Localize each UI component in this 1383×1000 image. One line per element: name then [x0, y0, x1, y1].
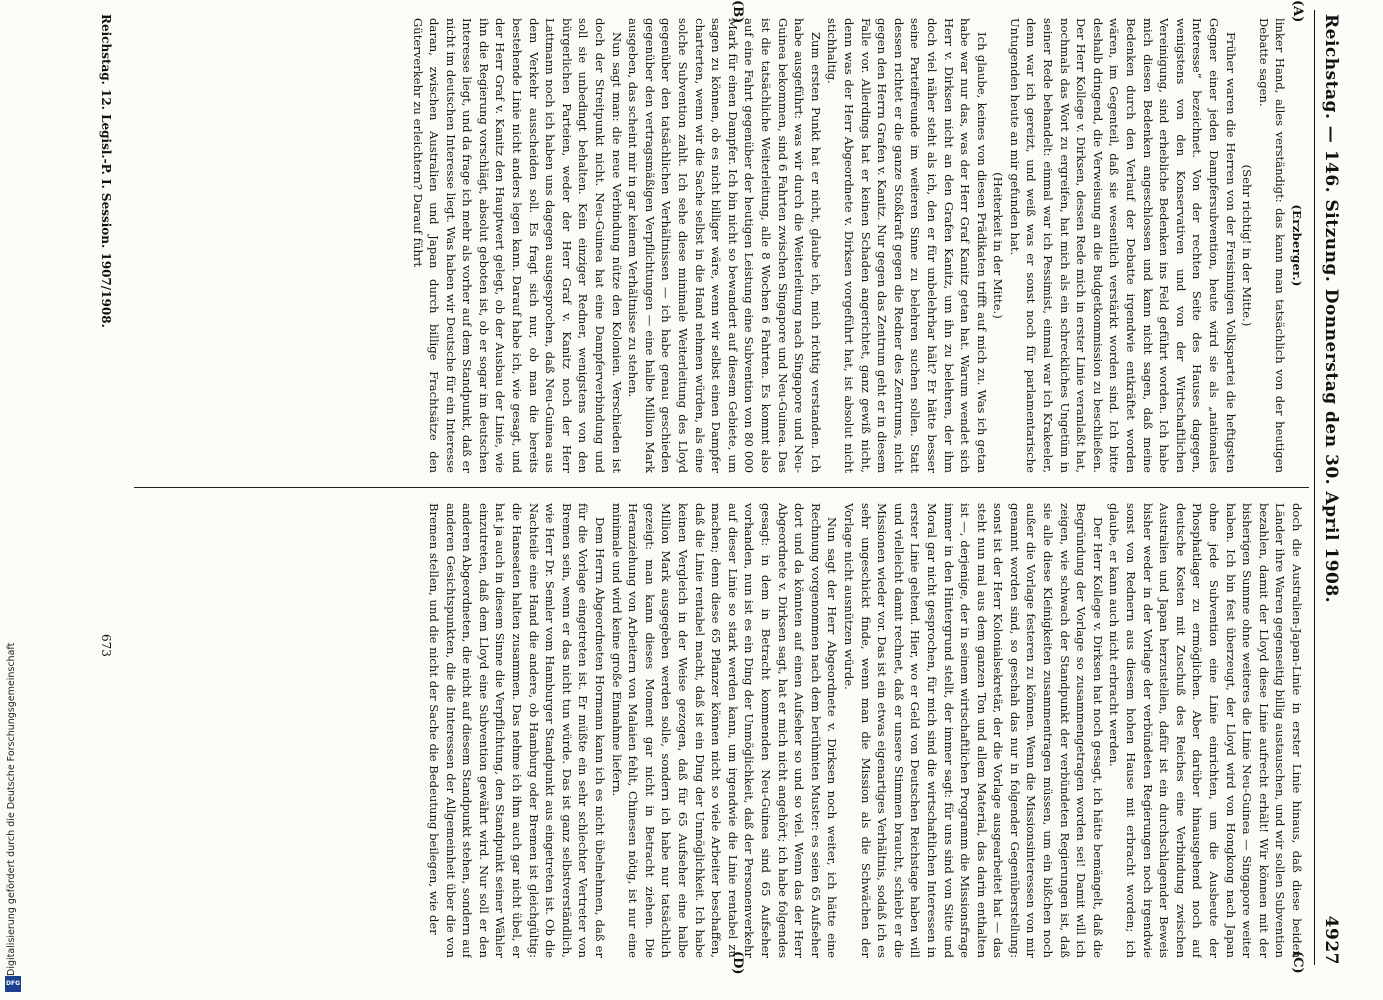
paragraph: Nun sagt der Herr Abgeordnete v. Dirksen noch weiter, ich hätte eine Rechnung vorgenommen nach dem berühmten Muster: es seien 65 Aufseher dort und da könnten auf einen Aufseher so und so viel. Wenn das der Herr Abgeordnete v. Dirksen sagt, hat er mich nicht angehört; ich habe folgendes gesagt: in dem in Betracht kommenden Neu-Guinea sind 65 Aufseher vorhanden, nun ist es ein Ding der Unmöglichkeit, daß der Personenverkehr auf dieser Linie so stark werden kann, um irgendwie die Linie rentabel zu machen; denn diese 65 Pflanzer können nicht so viele Arbeiter beschaffen, daß die Linie rentabel macht, daß ist ein Ding der Unmöglichkeit. Ich habe keinen Vergleich in der Weise gezogen, daß für 65 Aufseher eine halbe Million Mark ausgegeben werden solle, sondern ich habe nur tatsächlich gezeigt: man kann dieses Moment gar nicht in Betracht ziehen. Die Heranziehung von Arbeitern von Malaien fehlt, Chinesen nötig, ist nur eine minimale und wird keine große Einnahme liefern. [609, 503, 840, 958]
running-head [1319, 0, 1345, 975]
right-column [135, 503, 1305, 958]
margin-mark-c: (C) [1290, 951, 1305, 974]
margin-mark-b: (B) [730, 0, 745, 24]
document-page [75, 0, 1345, 975]
running-head-title: Reichstag. — 146. Sitzung. Donnerstag den 30. April 1908. [1321, 14, 1341, 604]
footer-signature: Reichstag. 12. Legisl.-P. I. Session. 1907/1908. [99, 14, 113, 328]
paragraph: Dem Herrn Abgeordneten Hormann kann ich es nicht übelnehmen, daß er für die Vorlage eingetreten ist. Er müßte ein sehr schlechter Vertreter von Bremen sein, wenn er das nicht tun würde. Das ist ganz selbstverständlich, wie Herr Dr. Semler vom Hamburger Standpunkt aus eingetreten ist. Ob die Nachteile eine Hand die andere, ob Hamburg oder Bremen ist gleichgültig: die Hanseaten halten zusammen. Das nehme ich ihm auch gar nicht übel, er hat ja auch in diesem Sinne die Verpflichtung, den Standpunkt seiner Wähler einzutreten, daß dem Lloyd eine Subvention gewährt wird. Nur soll er den anderen Abgeordneten, die nicht auf diesem Standpunkt stehen, sondern auf anderen Gesichtspunkten, die die Interessen der Allgemeinheit über die von Bremen stellen, und die nicht der Sache die Bedeutung beilegen, wie der [427, 503, 608, 958]
header-rule [1314, 10, 1315, 965]
page-footer [99, 14, 113, 969]
paragraph: Ich glaube, keines von diesen Prädikaten trifft auf mich zu. Was ich getan habe war nur das, was der Herr Graf Kanitz getan hat. Warum wendet sich Herr v. Dirksen nicht an den Grafen Kanitz, um ihn zu belehren, der ihm doch viel näher steht als ich, den er für unbelehrbar hält? Er hätte besser seine Parteifreunde im weiteren Sinne zu belehren suchen sollen. Statt dessen richtet er die ganze Stoßkraft gegen die Redner des Zentrums, nicht gegen den Herrn Grafen v. Kanitz. Nur gegen das Zentrum geht er in diesem Falle vor. Allerdings hat er keinen Schaden angerichtet, ganz gewiß nicht, denn was der Herr Abgeordnete v. Dirksen vorgeführt hat, ist absolut nicht stichhaltig. [825, 18, 989, 473]
left-column [135, 18, 1305, 473]
folio-number: 673 [99, 634, 113, 657]
paragraph: Zum ersten Punkt hat er nicht, glaube ich, mich richtig verstanden. Ich habe ausgeführt: was wir durch die Weiterleitung nach Singapore und Neu-Guinea bekommen, sind 6 Fahrten zwischen Singapore und Neu-Guinea. Das ist die tatsächliche Weiterleitung, alle 8 Wochen 6 Fahrten. Es kommt also auf eine Fahrt gegenüber der heutigen Leistung eine Subvention von 80 000 Mark für einen Dampfer. Ich bin nicht so bewandert auf diesem Gebiete, um sagen zu können, ob es nicht billiger wäre, wenn wir selbst einen Dampfer charterten, wenn wir die Sache selbst in die Hand nehmen würden, als eine solche Subvention zahlt. Ich sehe diese minimale Weiterleitung des Lloyd gegenüber den tatsächlichen Verhältnissen — ich habe genau geschieden gegenüber den vertragsmäßigen Verpflichtungen — eine halbe Million Mark ausgeben, das scheint mir in gar keinem Verhältnisse zu stehen. [626, 18, 823, 473]
stage-direction: (Sehr richtig! in der Mitte.) [1240, 164, 1255, 327]
stage-direction: (Heiterkeit in der Mitte.) [991, 172, 1006, 319]
watermark-text: Digitalisierung gefördert durch die Deutsche Forschungsgemeinschaft [6, 642, 17, 976]
paragraph: Der Herr Kollege v. Dirksen hat noch gesagt, ich hätte bemängelt, daß die Begründung der Vorlage so zusammengetragen worden sei! Damit will ich zeigen, wie schwach der Standpunkt der verbündeten Regierungen ist, daß sie alle diese Kleinigkeiten zusammentragen müssen, um ein bißchen noch außer die Vorlage festeren zu können. Wenn die Missionsinteressen von mir genannt worden sind, so geschah das nur in folgender Gegenüberstellung: sonst ist der Herr Kolonialsekretär, der die Vorlage ausgearbeitet hat — das steht nun mal aus dem ganzen Ton und allem Material, das darin enthalten ist —, derjenige, der in seinem wirtschaftlichen Programm die Missionsfrage immer in den Hintergrund stellt, der immer sagt: für uns sind von Sitte und Moral gar nicht gesprochen, für mich sind die wirtschaftlichen Interessen in erster Linie geltend. Hier, wo er Geld von Deutschen Reichstage haben will und vielleicht damit rechnet, daß er unsere Stimmen braucht, schiebt er die Missionen wieder vor. Das ist ein etwas eigenartiges Verhältnis, sodaß ich es sehr ungeschickt finde, wenn man die Mission als die Schwächen der Vorlage nicht ausnützen würde. [841, 503, 1105, 958]
margin-mark-a: (A) [1290, 0, 1305, 23]
dfg-logo-icon: DFG [5, 976, 21, 992]
speaker-tag: (Erzberger.) [1290, 204, 1304, 287]
paragraph: Nun sagt man: die neue Verbindung nütze den Kolonien. Verschieden ist doch der Streitpunkt nicht. Neu-Guinea hat eine Dampferverbindung und soll sie unbedingt behalten. Kein einziger Redner, wenigstens von den bürgerlichen Parteien, weder der Herr Graf v. Kanitz noch der Herr Lattmann noch ich haben uns dagegen ausgesprochen, daß Neu-Guinea aus dem Verkehr ausscheiden soll. Es fragt sich nur, ob man die bereits bestehende Linie nicht anders legen kann. Darauf habe ich, wie gesagt, und der Herr Graf v. Kanitz den Hauptwert gelegt, ob der Ausbau der Linie, wie ihn die Regierung vorschlägt, absolut geboten ist, ob er sogar im deutschen Interesse liegt, und da frage ich mehr als vorher auf dem Standpunkt, daß er nicht im deutschen Interesse liegt. Was haben wir Deutsche für ein Interesse daran, zwischen Australien und Japan durch billige Frachtsätze den Güterverkehr zu erleichtern? Darauf führt [410, 18, 624, 473]
paragraph: Früher waren die Herren von der Freisinnigen Volkspartei die heftigsten Gegner einer jeden Dampfersubvention, heute wird sie als „nationales Interesse“ bezeichnet. Von der rechten Seite des Hauses dagegen, wenigstens von den Konservativen und von der Wirtschaftlichen Vereinigung, sind erhebliche Bedenken ins Feld geführt worden. Ich habe mich diesen Bedenken angeschlossen und kann nicht sagen, daß meine Bedenken durch den Verlauf der Debatte irgendwie entkräftet worden wären, im Gegenteil, daß sie wesentlich verstärkt worden sind. Ich bitte deshalb dringend, die Verweisung an die Budgetkommission zu beschließen. Der Herr Kollege v. Dirksen, dessen Rede mich in erster Linie veranlaßt hat, nochmals das Wort zu ergreifen, hat mich als ein schreckliches Ungetüm in seiner Rede behandelt: einmal war ich Pessimist, einmal war ich Krakeeler, denn war ich gereizt, und weiß was er sonst noch für parlamentarische Untugenden heute an mir gefunden hat. [1007, 18, 1238, 473]
page-number: 4927 [1321, 915, 1341, 965]
digitization-watermark [2, 604, 26, 994]
paragraph: linker Hand, alles verständigt: das kann man tatsächlich von der heutigen Debatte sagen. [1256, 18, 1288, 473]
margin-mark-d: (D) [730, 951, 745, 975]
paragraph: doch die Australien-Japan-Linie in erster Linie hinaus, daß diese beiden Länder ihre Waren gegenseitig billig austauschen, und wir sollen Subvention bezahlen, damit der Lloyd diese Linie aufrecht erhält! Wir können mit der bisherigen Summe ohne weiteres die Linie Neu-Guinea — Singapore weiter haben. Ich bin fest überzeugt, der Lloyd wird von Hongkong nach Japan ohne jede Subvention eine Linie einrichten, um die Ausbeute der Phosphatlager zu ermöglichen. Aber darüber hinausgehend noch auf deutsche Kosten mit Zuschuß des Reiches eine Verbindung zwischen Australien und Japan herzustellen, dafür ist ein durchschlagender Beweis bisher weder in der Vorlage der verbündeten Regierungen noch irgendwie sonst von Rednern aus diesem hohen Hause mit erbracht worden; ich glaube, er kann auch nicht erbracht werden. [1107, 503, 1304, 958]
column-divider [134, 487, 1309, 488]
